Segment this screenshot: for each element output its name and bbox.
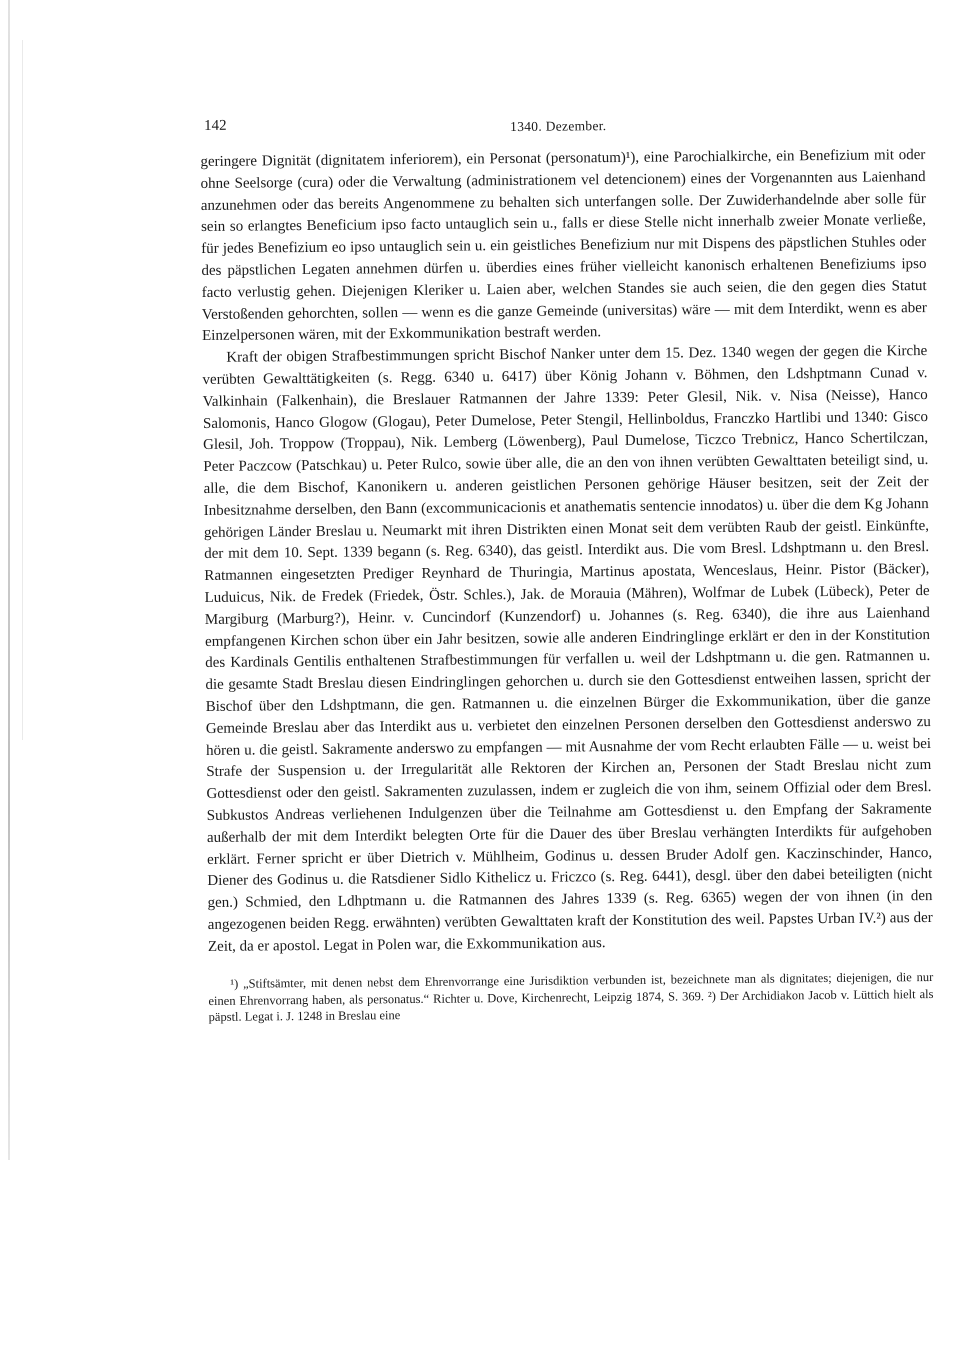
page-number: 142	[203, 117, 227, 134]
body-text	[200, 145, 933, 958]
paragraph: geringere Dignität (dignitatem inferiorem), ein Personat (personatum)¹), eine Parochialkirche, ein Benefizium mit oder ohne Seelsorge (cura) oder die Verwaltung (administrationem vel detencionem) eines der Vorgenannten aus Laienhand anzunehmen oder das bereits Angenommene zu behalten sich unterfangen solle. Der Zuwiderhandelnde aber solle für sein so erlangtes Beneficium ipso facto untauglich sein u., falls er diese Stelle nicht innerhalb zweier Monate verließe, für jedes Benefizium eo ipso untauglich sein u. ein geistliches Benefizium nur mit Dispens des päpstlichen Stuhles oder des päpstlichen Legaten annehmen dürfen u. überdies eines früher vielleicht kanonisch erhaltenen Benefiziums ipso facto verlustig gehen. Diejenigen Kleriker u. Laien aber, welchen Standes sie auch seien, die den gegen dies Statut Verstoßenden gehorchten, sollen — wenn es die ganze Gemeinde (universitas) wäre — mit dem Interdikt, wenn es aber Einzelpersonen wären, mit der Exkommunikation bestraft werden.	[200, 147, 927, 345]
page-header	[200, 111, 925, 142]
footnote-text: ¹) „Stiftsämter, mit denen nebst dem Ehrenvorrange eine Jurisdiktion verbunden ist, bezeichnete man als dignitates; diejenigen, die nur einen Ehrenvorrang haben, als personatus.“ Richter u. Dove, Kirchenrecht, Leipzig 1874, S. 369. ²) Der Archidiakon Jacob v. Lüttich hielt als päpstl. Legat i. J. 1248 in Breslau eine	[208, 970, 934, 1025]
document-page	[200, 111, 934, 1026]
footnotes	[208, 969, 933, 1025]
scan-border-inner	[22, 40, 23, 740]
paragraph: Kraft der obigen Strafbestimmungen spricht Bischof Nanker unter dem 15. Dez. 1340 wegen der gegen die Kirche verübten Gewalttätigkeiten (s. Regg. 6340 u. 6417) über König Johann v. Böhmen, den Ldshptmann Cunad v. Valkinhain (Falkenhain), die Breslauer Ratmannen der Jahre 1339: Peter Glesil, Nik. v. Nisa (Neisse), Hanco Salomonis, Hanco Glogow (Glogau), Peter Dumelose, Peter Stengil, Hellinboldus, Franczko Hartlibi und 1340: Gisco Glesil, Joh. Troppow (Troppau), Nik. Lemberg (Löwenberg), Paul Dumelose, Ticzco Trebnicz, Hanco Schertilczan, Peter Paczcow (Patschkau) u. Peter Rulco, sowie über alle, die an den von ihnen verübten Gewalttaten beteiligt sind, u. alle, die dem Bischof, Kanonikern u. anderen geistlichen Personen gehörige Häuser besitzen, seit der Zeit der Inbesitznahme derselben, den Bann (excommunicacionis et anathematis sentencie innodatos) u. über die dem Kg Johann gehörigen Länder Breslau u. Neumarkt mit ihren Distrikten einen Monat seit dem verübten Raub der geistl. Einkünfte, der mit dem 10. Sept. 1339 begann (s. Reg. 6340), das geistl. Interdikt aus. Die vom Bresl. Ldshptmann u. den Bresl. Ratmannen eingesetzten Prediger Reynhard de Thuringia, Martinus apostata, Wenceslaus, Heinr. Pistor (Bäcker), Luduicus, Nik. de Fredek (Friedek, Östr. Schles.), Jak. de Morauia (Mähren), Wolfmar de Lubek (Lübeck), Peter de Margiburg (Marburg?), Heinr. v. Cuncindorf (Kunzendorf) u. Johannes (s. Reg. 6340), die ihre aus Laienhand empfangenen Kirchen schon über ein Jahr besitzen, sowie alle anderen Eindringlinge erklärt er den in der Konstitution des Kardinals Gentilis enthaltenen Strafbestimmungen für verfallen u. weil der Ldshptmann u. die gen. Ratmannen u. die gesamte Stadt Breslau diesen Eindringlingen gehorchen u. durch sie den Gottesdienst entweihen lassen, spricht der Bischof über den Ldshptmann, die gen. Ratmannen u. die einzelnen Bürger die Exkommunikation, über die ganze Gemeinde Breslau aber das Interdikt aus u. verbietet den einzelnen Personen derselben den Gottesdienst anderswo zu hören u. die geistl. Sakramente anderswo zu empfangen — mit Ausnahme der vom Recht erlaubten Fälle — u. weist bei Strafe der Suspension u. der Irregularität alle Rektoren der Kirchen an, Personen der Stadt Breslau nicht zum Gottesdienst oder den geistl. Sakramenten zuzulassen, indem er zugleich die von ihm, seinem Offizial oder dem Bresl. Subkustos Andreas verliehenen Indulgenzen über die Teilnahme am Gottesdienst u. den Empfang der Sakramente außerhalb der mit dem Interdikt belegten Orte für die Dauer des über Breslau verhängten Interdikts für aufgehoben erklärt. Ferner spricht er über Dietrich v. Mühlheim, Godinus u. dessen Bruder Adolf gen. Kaczinschinder, Hanco, Diener des Godinus u. die Ratsdiener Sidlo Kithelicz u. Friczco (s. Reg. 6441), desgl. über den dabei beteiligten (nicht gen.) Schmied, den Ldhptmann u. die Ratmannen des Jahres 1339 (s. Reg. 6365) wegen der von ihnen (in den angezogenen beiden Regg. erwähnten) verübten Gewalttaten kraft der Konstitution des weil. Papstes Urban IV.²) aus der Zeit, da er apostol. Legat in Polen war, die Exkommunikation aus.	[202, 343, 933, 955]
running-title: 1340. Dezember.	[510, 118, 607, 135]
scan-border	[8, 0, 10, 1160]
